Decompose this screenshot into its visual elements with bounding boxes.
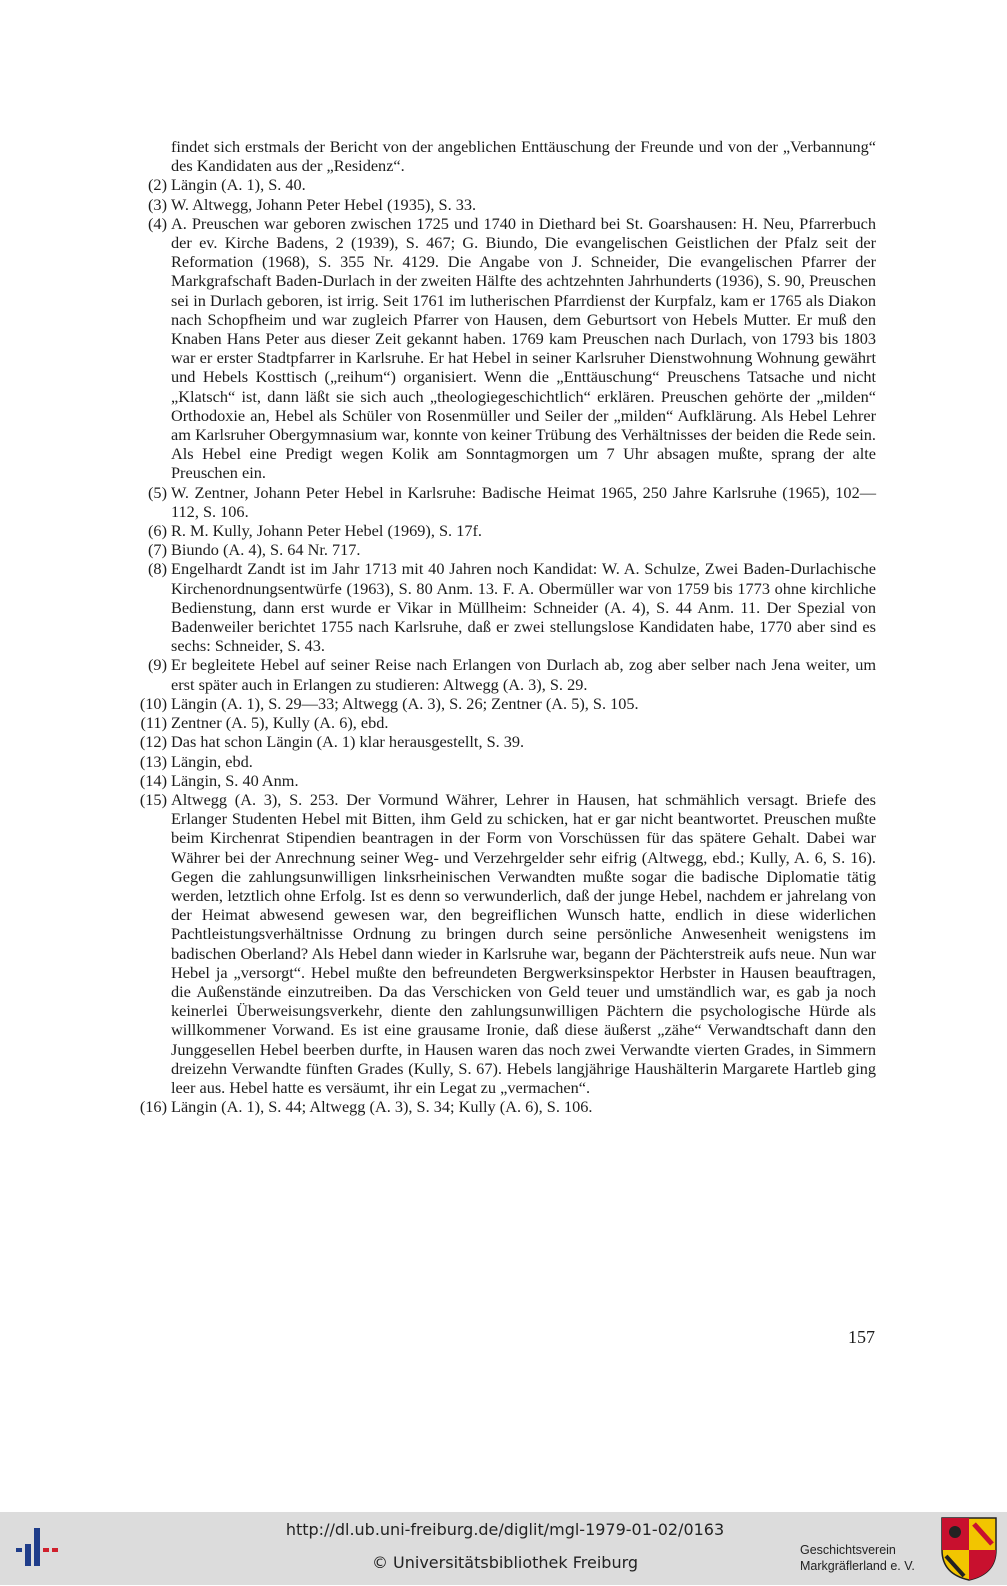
footnote-text: Längin (A. 1), S. 29—33; Altwegg (A. 3), S. 26; Zentner (A. 5), S. 105. — [171, 693, 639, 713]
footnote-item — [128, 752, 876, 771]
footnote-item — [128, 195, 876, 214]
footnote-item — [128, 483, 876, 521]
footnote-list — [128, 175, 876, 1116]
footnote-number: (12) — [139, 732, 167, 752]
document-url-link[interactable]: http://dl.ub.uni-freiburg.de/diglit/mgl-1979-01-02/0163 — [285, 1520, 725, 1539]
footnote-text: Längin, S. 40 Anm. — [171, 770, 299, 790]
footnote-item — [128, 175, 876, 194]
footnote-item — [128, 1097, 876, 1116]
footnote-number: (2) — [148, 175, 167, 195]
footnote-text: Zentner (A. 5), Kully (A. 6), ebd. — [171, 713, 389, 733]
society-name — [800, 1542, 936, 1574]
footnote-item — [128, 540, 876, 559]
footnote-text: Engelhardt Zandt ist im Jahr 1713 mit 40 Jahren noch Kandidat: W. A. Schulze, Zwei Baden-Durlachische Kirchenordnungsentwürfe (1963), S. 80 Anm. 13. F. A. Obermüller war von 1759 bis 1773 ohne kirchliche Bedienstung, dann erst wurde er Vikar in Müllheim: Schneider (A. 4), S. 44 Anm. 11. Der Spezial von Badenweiler berichtet 1755 nach Karlsruhe, daß er zwei stellungslose Kandidaten habe, 1770 aber sind es sechs: Schneider, S. 43. — [171, 559, 876, 656]
page-number: 157 — [848, 1327, 875, 1347]
footnote-item — [128, 521, 876, 540]
footnote-number: (9) — [148, 655, 167, 675]
footnote-item — [128, 694, 876, 713]
footnote-item — [128, 771, 876, 790]
footnote-text: Biundo (A. 4), S. 64 Nr. 717. — [171, 540, 361, 560]
footnote-number: (6) — [148, 521, 167, 541]
footnote-text: R. M. Kully, Johann Peter Hebel (1969), S. 17f. — [171, 521, 482, 541]
footnote-text: Längin, ebd. — [171, 751, 253, 771]
footnote-number: (8) — [148, 559, 167, 579]
footnote-text: A. Preuschen war geboren zwischen 1725 und 1740 in Diethard bei St. Goarshausen: H. Neu, Pfarrerbuch der ev. Kirche Badens, 2 (1939), S. 467; G. Biundo, Die evangelischen Geistlichen der Pfalz seit der Reformation (1968), S. 355 Nr. 4129. Die Angabe von J. Schneider, Die evangelischen Pfarrer der Markgrafschaft Baden-Durlach in der zweiten Hälfte des achtzehnten Jahrhunderts (1936), S. 90, Preuschen sei in Durlach geboren, ist irrig. Seit 1761 im lutherischen Pfarrdienst der Kurpfalz, kam er 1765 als Diakon nach Schopfheim und war zugleich Pfarrer von Hausen, dem Geburtsort von Hebels Mutter. Er muß den Knaben Hans Peter aus dieser Zeit gekannt haben. 1769 kam Preuschen nach Durlach, von 1793 bis 1803 war er erster Stadtpfarrer in Karlsruhe. Er hat Hebel in seiner Karlsruher Dienstwohnung Wohnung gewährt und Hebels Kosttisch („reihum“) organisiert. Wenn die „Enttäuschung“ Preuschens Tatsache und nicht „Klatsch“ ist, dann läßt sie sich auch „theologiegeschichtlich“ erklären. Preuschen gehörte der „milden“ Orthodoxie an, Hebel als Schüler von Rosenmüller und Seiler der „milden“ Aufklärung. Als Hebel Lehrer am Karlsruher Obergymnasium war, konnte von keiner Trübung des Verhältnisses der beiden die Rede sein. Als Hebel eine Predigt wegen Kolik am Sonntagmorgen um 7 Uhr absagen mußte, sprang der alte Preuschen ein. — [171, 213, 876, 483]
footnote-number: (3) — [148, 194, 167, 214]
footnote-number: (13) — [139, 751, 167, 771]
copyright-text: © Universitätsbibliothek Freiburg — [371, 1553, 639, 1572]
society-line-1: Geschichtsverein — [800, 1543, 896, 1557]
footer-bar — [0, 1512, 1007, 1585]
footnote-item — [128, 790, 876, 1097]
footnote-number: (4) — [148, 213, 167, 233]
footnotes-section — [128, 137, 876, 1116]
footnote-continuation: findet sich erstmals der Bericht von der angeblichen Enttäuschung der Freunde und von der „Verbannung“ des Kandidaten aus der „Residenz“. — [171, 137, 876, 176]
footnote-number: (10) — [139, 693, 167, 713]
footnote-number: (7) — [148, 540, 167, 560]
footnote-text: Das hat schon Längin (A. 1) klar herausgestellt, S. 39. — [171, 732, 525, 752]
coat-of-arms-icon[interactable] — [940, 1516, 998, 1582]
footnote-text: Altwegg (A. 3), S. 253. Der Vormund Währer, Lehrer in Hausen, hat schmählich versagt. Briefe des Erlanger Studenten Hebel mit Bitten, ihm Geld zu schicken, hat er gar nicht beantwortet. Preuschen mußte beim Kirchenrat Stipendien beantragen in der Form von Vorschüssen für das spätere Gehalt. Dabei war Währer bei der Anrechnung seiner Weg- und Verzehrgelder sehr eifrig (Altwegg, ebd.; Kully, A. 6, S. 16). Gegen die zahlungsunwilligen linksrheinischen Verwandten mußte sogar die badische Diplomatie tätig werden, letztlich ohne Erfolg. Ist es denn so verwunderlich, daß der junge Hebel, nachdem er jahrelang von der Heimat abwesend gewesen war, den begreiflichen Wunsch hatte, endlich in diese widerlichen Pachtleistungsverhältnisse Ordnung zu bringen durch seine persönliche Anwesenheit wenigstens im badischen Oberland? Als Hebel dann wieder in Karlsruhe war, begann der Pächterstreik aufs neue. Nun war Hebel ja „versorgt“. Hebel mußte den befreundeten Bergwerksinspektor Herbster in Hausen beauftragen, die Außenstände einzutreiben. Da das Verschicken von Geld teuer und umständlich war, es gab ja noch keinerlei Überweisungsverkehr, diente den zahlungsunwilligen Pächtern die psychologische Hürde als willkommener Vorwand. Es ist eine grausame Ironie, daß diese äußerst „zähe“ Verwandtschaft dann den Junggesellen Hebel beerben durfte, in Hausen waren das noch zwei Verwandte vierten Grades, in Simmern dreizehn Verwandte fünften Grades (Kully, S. 67). Hebels langjährige Haushälterin Margarete Hartleb ging leer aus. Hebel hatte es versäumt, ihr ein Legat zu „vermachen“. — [171, 789, 876, 1097]
footnote-item — [128, 559, 876, 655]
society-line-2: Markgräflerland e. V. — [800, 1559, 915, 1573]
footnote-text: W. Zentner, Johann Peter Hebel in Karlsruhe: Badische Heimat 1965, 250 Jahre Karlsruhe (1965), 102—112, S. 106. — [171, 482, 876, 521]
footnote-text: W. Altwegg, Johann Peter Hebel (1935), S. 33. — [171, 194, 477, 214]
footnote-number: (16) — [139, 1097, 167, 1117]
footnote-text: Längin (A. 1), S. 44; Altwegg (A. 3), S. 34; Kully (A. 6), S. 106. — [171, 1097, 593, 1117]
ub-freiburg-logo-icon[interactable] — [16, 1528, 64, 1572]
footnote-number: (14) — [139, 770, 167, 790]
footnote-number: (11) — [140, 713, 167, 733]
footnote-item — [128, 732, 876, 751]
footnote-text: Längin (A. 1), S. 40. — [171, 175, 306, 195]
footnote-text: Er begleitete Hebel auf seiner Reise nach Erlangen von Durlach ab, zog aber selber nach Jena weiter, um erst später auch in Erlangen zu studieren: Altwegg (A. 3), S. 29. — [171, 655, 876, 694]
footnote-item — [128, 655, 876, 693]
footnote-number: (15) — [139, 789, 167, 809]
footnote-item — [128, 214, 876, 483]
footnote-number: (5) — [148, 482, 167, 502]
footnote-item — [128, 713, 876, 732]
